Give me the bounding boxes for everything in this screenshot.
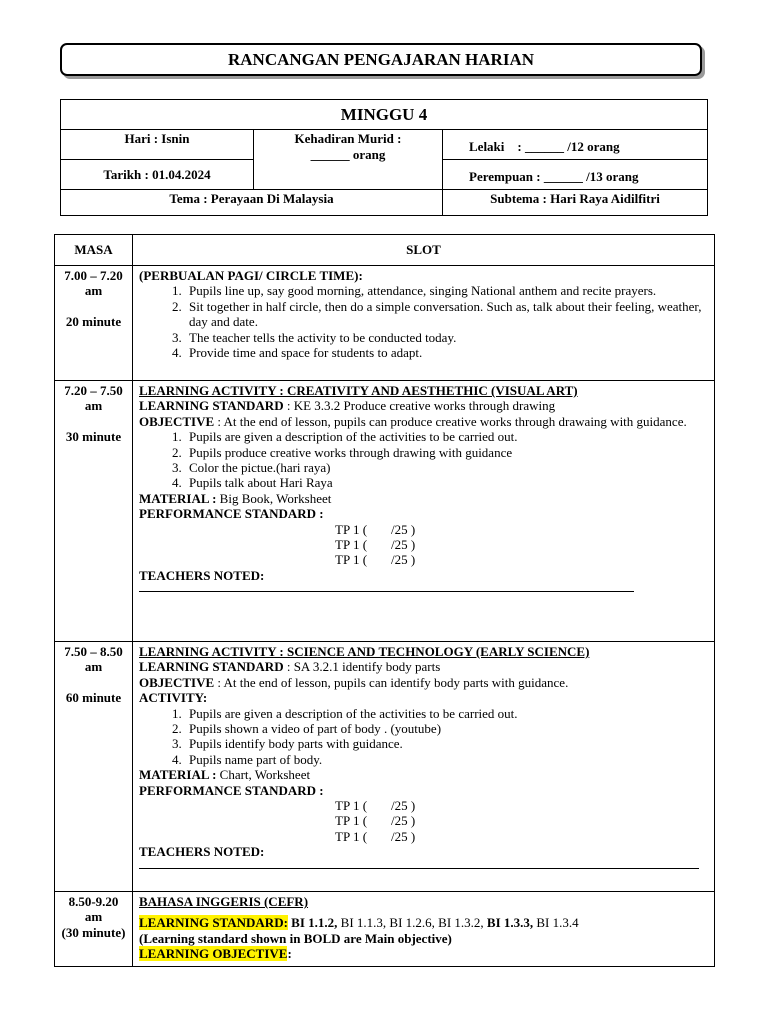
table-row	[55, 892, 715, 967]
subtheme-cell: Subtema : Hari Raya Aidilfitri	[443, 190, 708, 216]
list-item: 2. Sit together in half circle, then do a simple conversation. Such as, talk about their feeling, weather, day and date.	[185, 299, 708, 330]
slot-cell	[133, 642, 715, 892]
list-item: 2. Pupils shown a video of part of body . (youtube)	[185, 721, 708, 736]
list-item: 1. Pupils are given a description of the activities to be carried out.	[185, 706, 708, 721]
objective: OBJECTIVE : At the end of lesson, pupils can produce creative works through drawaing with guidance.	[139, 413, 687, 429]
learning-standard: LEARNING STANDARD : SA 3.2.1 identify body parts	[139, 659, 441, 675]
material: MATERIAL : Chart, Worksheet	[139, 767, 311, 783]
slot-time: 7.00 – 7.20 am	[64, 268, 123, 299]
table-row	[55, 381, 715, 642]
list-item: 4. Pupils talk about Hari Raya	[185, 475, 708, 490]
slot-cell	[133, 892, 715, 967]
masa-header: MASA	[55, 235, 133, 266]
slot-duration: 60 minute	[65, 689, 122, 705]
teachers-noted-label: TEACHERS NOTED:	[139, 844, 265, 860]
list-item: 4. Provide time and space for students to adapt.	[185, 345, 708, 360]
tp-row: TP 1 ( /25 )	[335, 537, 416, 553]
notes-line	[139, 860, 699, 869]
attendance-label: Kehadiran Murid :	[294, 131, 402, 146]
female-count: Perempuan : ______ /13 orang	[443, 160, 708, 190]
slot-duration: 20 minute	[65, 313, 122, 329]
tp-row: TP 1 ( /25 )	[335, 813, 416, 829]
tp-row: TP 1 ( /25 )	[335, 552, 416, 568]
time-cell	[55, 266, 133, 381]
list-item: 4. Pupils name part of body.	[185, 752, 708, 767]
activity-list	[139, 706, 708, 768]
schedule-table	[54, 234, 715, 967]
slot-duration: 30 minute	[65, 428, 122, 444]
objective: OBJECTIVE : At the end of lesson, pupils can identify body parts with guidance.	[139, 674, 569, 690]
slot-time: 7.50 – 8.50 am	[64, 644, 123, 675]
list-item: 2. Pupils produce creative works through drawing with guidance	[185, 445, 708, 460]
table-row	[55, 266, 715, 381]
time-cell	[55, 892, 133, 967]
learning-standard: LEARNING STANDARD : KE 3.3.2 Produce creative works through drawing	[139, 398, 556, 414]
time-cell	[55, 381, 133, 642]
list-item: 3. Color the pictue.(hari raya)	[185, 460, 708, 475]
slot-heading: BAHASA INGGERIS (CEFR)	[139, 894, 309, 909]
slot-cell	[133, 381, 715, 642]
learning-objective: LEARNING OBJECTIVE:	[139, 946, 292, 962]
theme-cell: Tema : Perayaan Di Malaysia	[61, 190, 443, 216]
list-item: 3. The teacher tells the activity to be conducted today.	[185, 330, 708, 345]
tp-row: TP 1 ( /25 )	[335, 798, 416, 814]
notes-line	[139, 583, 634, 592]
activity-list	[139, 429, 708, 491]
list-item: 3. Pupils identify body parts with guidance.	[185, 736, 708, 751]
slot-duration: (30 minute)	[61, 924, 126, 940]
slot-heading: (PERBUALAN PAGI/ CIRCLE TIME):	[139, 268, 363, 283]
slot-time: 7.20 – 7.50 am	[64, 383, 123, 414]
day-cell: Hari : Isnin	[61, 130, 254, 160]
document-title: RANCANGAN PENGAJARAN HARIAN	[60, 43, 702, 76]
week-label: MINGGU 4	[61, 100, 708, 130]
header-table	[60, 99, 708, 216]
material: MATERIAL : Big Book, Worksheet	[139, 490, 332, 506]
male-count: Lelaki : ______ /12 orang	[443, 130, 708, 160]
list-item: 1. Pupils are given a description of the activities to be carried out.	[185, 429, 708, 444]
list-item: 1. Pupils line up, say good morning, attendance, singing National anthem and recite prayers.	[185, 283, 708, 298]
activity-label: ACTIVITY:	[139, 690, 208, 706]
activity-list	[139, 283, 708, 360]
time-cell	[55, 642, 133, 892]
tp-row: TP 1 ( /25 )	[335, 828, 416, 844]
attendance-cell	[254, 130, 443, 190]
learning-standard: LEARNING STANDARD: BI 1.1.2, BI 1.1.3, BI 1.2.6, BI 1.3.2, BI 1.3.3, BI 1.3.4	[139, 915, 579, 931]
slot-cell	[133, 266, 715, 381]
slot-heading: LEARNING ACTIVITY : SCIENCE AND TECHNOLOGY (EARLY SCIENCE)	[139, 644, 590, 659]
attendance-value: ______ orang	[310, 147, 386, 162]
slot-header: SLOT	[133, 235, 715, 266]
tp-row: TP 1 ( /25 )	[335, 521, 416, 537]
performance-standard-label: PERFORMANCE STANDARD :	[139, 506, 324, 522]
date-cell: Tarikh : 01.04.2024	[61, 160, 254, 190]
table-row	[55, 642, 715, 892]
slot-heading: LEARNING ACTIVITY : CREATIVITY AND AESTHETHIC (VISUAL ART)	[139, 383, 578, 398]
main-objective-note: (Learning standard shown in BOLD are Main objective)	[139, 930, 452, 946]
performance-standard-label: PERFORMANCE STANDARD :	[139, 782, 324, 798]
teachers-noted-label: TEACHERS NOTED:	[139, 567, 265, 583]
slot-time: 8.50-9.20 am	[68, 894, 119, 925]
